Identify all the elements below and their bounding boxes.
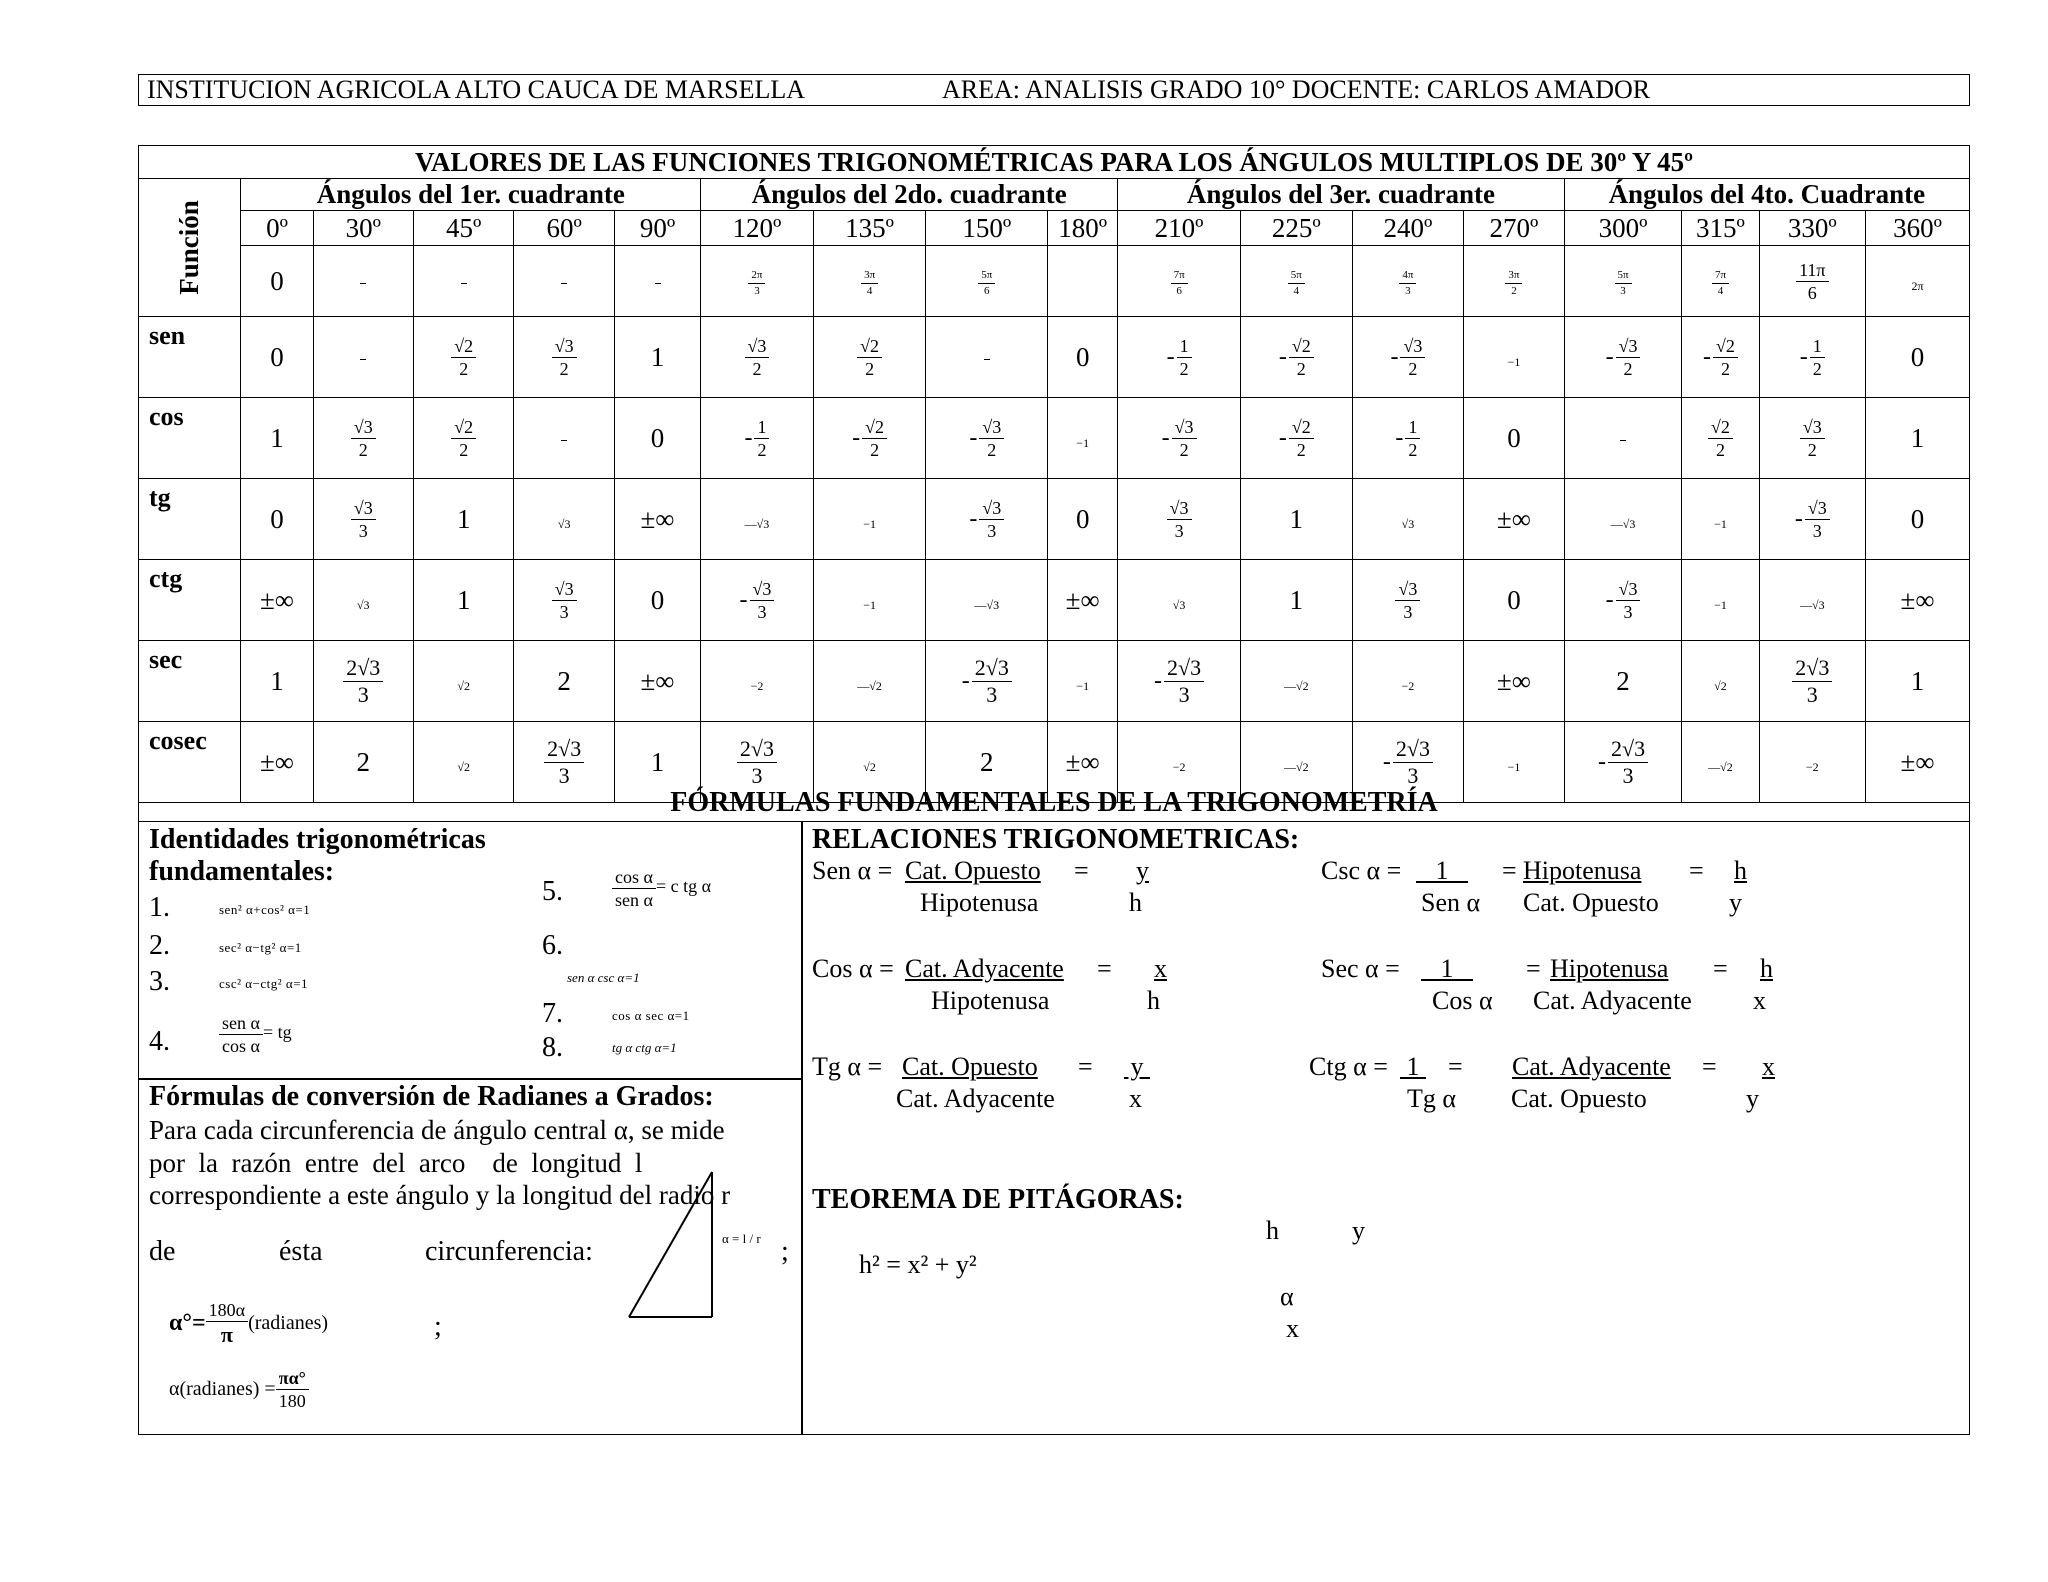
- value-cell: 2: [514, 641, 614, 722]
- value-cell: - $\frac{√3}{2}$: [1118, 398, 1241, 479]
- course-info: AREA: ANALISIS GRADO 10° DOCENTE: CARLOS AMADOR: [942, 75, 1651, 104]
- csc-denominator-2: Cat. Opuesto: [1523, 888, 1659, 917]
- value-cell: - $\frac{√3}{2}$: [1352, 317, 1464, 398]
- value-cell: 0: [1048, 479, 1118, 560]
- tg-denominator: Cat. Adyacente: [896, 1084, 1055, 1113]
- radian-cell: $\frac{7\pi}{4}$: [1682, 246, 1759, 317]
- value-cell: - $\frac{√2}{2}$: [1240, 317, 1352, 398]
- radians-row: [139, 246, 1970, 317]
- pythagoras-formula: h² = x² + y²: [859, 1250, 977, 1279]
- value-cell: 0: [1464, 398, 1564, 479]
- cos-h: h: [1147, 986, 1160, 1015]
- conversion-line-3: correspondiente a este ángulo y la longitud del radio r: [149, 1180, 731, 1210]
- degree-cell: 240º: [1352, 211, 1464, 246]
- value-cell: 0: [241, 317, 313, 398]
- conversion-line-4b: ésta: [279, 1236, 323, 1267]
- trig-values-table: [138, 145, 1970, 803]
- value-cell: −2: [1352, 641, 1464, 722]
- value-cell: $\frac{2√3}{3}$: [313, 641, 413, 722]
- value-cell: —√3: [701, 479, 814, 560]
- pythagoras-y: y: [1352, 1216, 1365, 1245]
- identity-number: 7.: [542, 998, 563, 1029]
- ctg-equals-2: =: [1702, 1052, 1717, 1081]
- identity-number: 6.: [542, 930, 563, 961]
- value-cell: $\frac{√2}{2}$: [413, 317, 513, 398]
- degree-cell: 90º: [614, 211, 700, 246]
- value-cell: 1: [413, 479, 513, 560]
- cos-numerator: Cat. Adyacente: [905, 954, 1064, 983]
- sen-h: h: [1129, 888, 1142, 917]
- value-cell: —√2: [1240, 722, 1352, 803]
- row-sen: [139, 317, 1970, 398]
- cos-label: Cos α =: [812, 954, 894, 983]
- conversion-line-4a: de: [149, 1236, 176, 1267]
- csc-denominator: Sen α: [1421, 888, 1481, 917]
- value-cell: —√3: [1759, 560, 1866, 641]
- value-cell: −1: [1048, 398, 1118, 479]
- value-cell: - $\frac{√3}{3}$: [1564, 560, 1682, 641]
- degree-cell: 180º: [1048, 211, 1118, 246]
- radian-cell: $\frac{11\pi}{6}$: [1759, 246, 1866, 317]
- cos-x: x: [1154, 954, 1167, 983]
- radian-cell: $\frac{5\pi}{4}$: [1240, 246, 1352, 317]
- value-cell: −1: [1682, 479, 1759, 560]
- value-cell: $\frac{2√3}{3}$: [1759, 641, 1866, 722]
- degree-cell: 30º: [313, 211, 413, 246]
- sec-equals-2: =: [1713, 954, 1728, 983]
- value-cell: $\frac{√3}{3}$: [313, 479, 413, 560]
- identities-box: [138, 821, 803, 1080]
- row-label: sen: [139, 317, 241, 398]
- value-cell: −2: [1118, 722, 1241, 803]
- sec-equals: =: [1526, 954, 1541, 983]
- value-cell: - $\frac{2√3}{3}$: [1352, 722, 1464, 803]
- ctg-numerator: 1: [1400, 1052, 1426, 1081]
- value-cell: ±∞: [614, 641, 700, 722]
- row-label: sec: [139, 641, 241, 722]
- value-cell: - $\frac{1}{2}$: [1118, 317, 1241, 398]
- value-cell: - $\frac{√3}{3}$: [701, 560, 814, 641]
- value-cell: - $\frac{√3}{3}$: [1759, 479, 1866, 560]
- value-cell: - $\frac{1}{2}$: [1759, 317, 1866, 398]
- value-cell: ±∞: [1048, 722, 1118, 803]
- radian-cell: [413, 246, 513, 317]
- identity-number: 5.: [542, 876, 563, 907]
- value-cell: 0: [614, 398, 700, 479]
- value-cell: $\frac{√3}{3}$: [1352, 560, 1464, 641]
- radian-cell: [614, 246, 700, 317]
- ctg-equals: =: [1448, 1052, 1463, 1081]
- identity-5: $\frac{\text{cos α}}{\text{sen α}}$ = c tg α: [612, 868, 711, 909]
- value-cell: √2: [1682, 641, 1759, 722]
- ctg-label: Ctg α =: [1309, 1052, 1388, 1081]
- formula-deg: α°= $\frac{180\alpha}{\pi}$ (radianes): [169, 1300, 329, 1347]
- sen-equals: =: [1074, 856, 1089, 885]
- value-cell: −1: [813, 479, 926, 560]
- pythagoras-title: TEOREMA DE PITÁGORAS:: [812, 1184, 1184, 1215]
- function-header: [139, 179, 241, 317]
- sen-numerator: Cat. Opuesto: [905, 856, 1041, 885]
- sec-denominator-2: Cat. Adyacente: [1533, 986, 1692, 1015]
- value-cell: ±∞: [241, 722, 313, 803]
- quadrant-2-header: Ángulos del 2do. cuadrante: [701, 179, 1118, 211]
- identity-4: $\frac{\text{sen α}}{\text{cos α}}$ = tg: [219, 1014, 292, 1055]
- value-cell: $\frac{2√3}{3}$: [701, 722, 814, 803]
- radian-cell: $\frac{4\pi}{3}$: [1352, 246, 1464, 317]
- quadrant-3-header: Ángulos del 3er. cuadrante: [1118, 179, 1564, 211]
- ctg-x: x: [1762, 1052, 1775, 1081]
- radian-cell: $\frac{2\pi}{3}$: [701, 246, 814, 317]
- value-cell: - $\frac{√3}{2}$: [926, 398, 1048, 479]
- row-label: cos: [139, 398, 241, 479]
- row-cos: [139, 398, 1970, 479]
- tg-label: Tg α =: [812, 1052, 883, 1081]
- degree-cell: 360º: [1866, 211, 1970, 246]
- relations-box: [801, 821, 1970, 1435]
- identity-number: 2.: [149, 930, 170, 961]
- row-label: cosec: [139, 722, 241, 803]
- semicolon: ;: [434, 1311, 442, 1342]
- value-cell: 1: [1866, 398, 1970, 479]
- value-cell: ±∞: [1866, 722, 1970, 803]
- value-cell: $\frac{√3}{3}$: [514, 560, 614, 641]
- sec-numerator: 1: [1421, 954, 1473, 983]
- value-cell: √3: [313, 560, 413, 641]
- radian-cell: [514, 246, 614, 317]
- row-label: tg: [139, 479, 241, 560]
- value-cell: —√2: [813, 641, 926, 722]
- identity-7: cos α sec α=1: [612, 1008, 690, 1023]
- value-cell: - $\frac{√3}{2}$: [1564, 317, 1682, 398]
- identity-number: 1.: [149, 892, 170, 923]
- value-cell: −1: [813, 560, 926, 641]
- value-cell: [1564, 398, 1682, 479]
- value-cell: —√3: [926, 560, 1048, 641]
- identity-number: 8.: [542, 1032, 563, 1063]
- row-sec: [139, 641, 1970, 722]
- relations-title: RELACIONES TRIGONOMETRICAS:: [812, 824, 1300, 855]
- csc-h: h: [1734, 856, 1747, 885]
- value-cell: 1: [614, 722, 700, 803]
- value-cell: - $\frac{2√3}{3}$: [926, 641, 1048, 722]
- document-header: [138, 74, 1970, 106]
- csc-equals-2: =: [1689, 856, 1704, 885]
- value-cell: −1: [1048, 641, 1118, 722]
- ctg-y: y: [1746, 1084, 1759, 1113]
- identities-title-1: Identidades trigonométricas: [149, 824, 486, 855]
- degree-cell: 210º: [1118, 211, 1241, 246]
- value-cell: $\frac{√3}{2}$: [1759, 398, 1866, 479]
- value-cell: - $\frac{√2}{2}$: [813, 398, 926, 479]
- degree-cell: 270º: [1464, 211, 1564, 246]
- sec-denominator: Cos α: [1432, 986, 1493, 1015]
- value-cell: ±∞: [241, 560, 313, 641]
- value-cell: 1: [241, 398, 313, 479]
- row-ctg: [139, 560, 1970, 641]
- value-cell: $\frac{√2}{2}$: [413, 398, 513, 479]
- radian-cell: 2π: [1866, 246, 1970, 317]
- degree-cell: 120º: [701, 211, 814, 246]
- value-cell: —√2: [1240, 641, 1352, 722]
- value-cell: —√3: [1564, 479, 1682, 560]
- csc-label: Csc α =: [1321, 856, 1402, 885]
- table-title: VALORES DE LAS FUNCIONES TRIGONOMÉTRICAS PARA LOS ÁNGULOS MULTIPLOS DE 30º Y 45º: [139, 146, 1970, 179]
- sen-label: Sen α =: [812, 856, 893, 885]
- value-cell: −2: [1759, 722, 1866, 803]
- identity-6: sen α csc α=1: [567, 970, 640, 985]
- value-cell: 0: [614, 560, 700, 641]
- degrees-row: [139, 211, 1970, 246]
- radian-cell: [313, 246, 413, 317]
- row-label: ctg: [139, 560, 241, 641]
- value-cell: 0: [1866, 479, 1970, 560]
- identity-number: 4.: [149, 1026, 170, 1057]
- value-cell: ±∞: [1464, 641, 1564, 722]
- sec-label: Sec α =: [1321, 954, 1400, 983]
- sec-h: h: [1760, 954, 1773, 983]
- tg-equals: =: [1078, 1052, 1093, 1081]
- pythagoras-h: h: [1266, 1216, 1279, 1245]
- conversion-title: Fórmulas de conversión de Radianes a Grados:: [149, 1081, 714, 1112]
- degree-cell: 0º: [241, 211, 313, 246]
- value-cell: - $\frac{1}{2}$: [701, 398, 814, 479]
- radian-cell: $\frac{7\pi}{6}$: [1118, 246, 1241, 317]
- value-cell: [514, 398, 614, 479]
- value-cell: −1: [1464, 722, 1564, 803]
- value-cell: √2: [813, 722, 926, 803]
- tg-y: y: [1124, 1052, 1150, 1081]
- value-cell: ±∞: [1866, 560, 1970, 641]
- degree-cell: 45º: [413, 211, 513, 246]
- value-cell: ±∞: [614, 479, 700, 560]
- value-cell: $\frac{√3}{3}$: [1118, 479, 1241, 560]
- value-cell: ±∞: [1464, 479, 1564, 560]
- ctg-denominator: Tg α: [1407, 1084, 1457, 1113]
- value-cell: $\frac{√2}{2}$: [813, 317, 926, 398]
- value-cell: −1: [1682, 560, 1759, 641]
- value-cell: [313, 317, 413, 398]
- conversion-line-2: por la razón entre del arco de longitud l: [149, 1148, 643, 1178]
- value-cell: 2: [926, 722, 1048, 803]
- radian-cell: $\frac{5\pi}{6}$: [926, 246, 1048, 317]
- semicolon: ;: [781, 1236, 789, 1267]
- value-cell: $\frac{√3}{2}$: [514, 317, 614, 398]
- identity-3: csc² α−ctg² α=1: [219, 976, 309, 991]
- value-cell: 1: [413, 560, 513, 641]
- sen-denominator: Hipotenusa: [920, 888, 1039, 917]
- value-cell: √3: [1352, 479, 1464, 560]
- csc-numerator: 1: [1416, 856, 1468, 885]
- degree-cell: 135º: [813, 211, 926, 246]
- value-cell: $\frac{2√3}{3}$: [514, 722, 614, 803]
- value-cell: 0: [1866, 317, 1970, 398]
- value-cell: √3: [1118, 560, 1241, 641]
- value-cell: [926, 317, 1048, 398]
- value-cell: 2: [313, 722, 413, 803]
- tg-numerator: Cat. Opuesto: [902, 1052, 1038, 1081]
- identity-1: sen² α+cos² α=1: [219, 902, 311, 917]
- csc-y: y: [1729, 888, 1742, 917]
- value-cell: - $\frac{√2}{2}$: [1240, 398, 1352, 479]
- degree-cell: 150º: [926, 211, 1048, 246]
- value-cell: √3: [514, 479, 614, 560]
- value-cell: 1: [1240, 479, 1352, 560]
- conversion-line-4c: circunferencia:: [425, 1236, 593, 1267]
- pythagoras-x: x: [1286, 1314, 1299, 1343]
- identity-number: 3.: [149, 966, 170, 997]
- alpha-eq-label: α = l / r: [722, 1231, 761, 1246]
- degree-cell: 225º: [1240, 211, 1352, 246]
- sec-hyp: Hipotenusa: [1550, 954, 1669, 983]
- sen-y: y: [1136, 856, 1149, 885]
- value-cell: ±∞: [1048, 560, 1118, 641]
- institution-name: INSTITUCION AGRICOLA ALTO CAUCA DE MARSELLA: [147, 75, 805, 104]
- degree-cell: 330º: [1759, 211, 1866, 246]
- value-cell: - $\frac{1}{2}$: [1352, 398, 1464, 479]
- value-cell: 1: [1240, 560, 1352, 641]
- value-cell: −1: [1464, 317, 1564, 398]
- identities-title-2: fundamentales:: [149, 856, 335, 887]
- tg-x: x: [1129, 1084, 1142, 1113]
- radian-cell: $\frac{3\pi}{4}$: [813, 246, 926, 317]
- value-cell: √2: [413, 641, 513, 722]
- function-label: Función: [174, 200, 205, 295]
- identity-2: sec² α−tg² α=1: [219, 940, 302, 955]
- ctg-adj: Cat. Adyacente: [1512, 1052, 1671, 1081]
- formulas-title: FÓRMULAS FUNDAMENTALES DE LA TRIGONOMETRÍA: [138, 786, 1970, 822]
- ctg-denominator-2: Cat. Opuesto: [1511, 1084, 1647, 1113]
- value-cell: - $\frac{2√3}{3}$: [1118, 641, 1241, 722]
- quadrant-4-header: Ángulos del 4to. Cuadrante: [1564, 179, 1969, 211]
- csc-equals: =: [1502, 856, 1517, 885]
- cos-equals: =: [1097, 954, 1112, 983]
- row-tg: [139, 479, 1970, 560]
- conversion-box: [138, 1078, 803, 1435]
- value-cell: $\frac{√2}{2}$: [1682, 398, 1759, 479]
- identity-8: tg α ctg α=1: [612, 1040, 677, 1055]
- value-cell: $\frac{√3}{2}$: [313, 398, 413, 479]
- csc-hyp: Hipotenusa: [1523, 856, 1642, 885]
- radian-cell: $\frac{3\pi}{2}$: [1464, 246, 1564, 317]
- value-cell: 2: [1564, 641, 1682, 722]
- radian-cell: [1048, 246, 1118, 317]
- value-cell: 0: [241, 479, 313, 560]
- value-cell: 0: [1048, 317, 1118, 398]
- value-cell: 0: [1464, 560, 1564, 641]
- formula-rad: α(radianes) = $\frac{\pi\alpha^\circ}{180}$: [169, 1369, 309, 1410]
- degree-cell: 60º: [514, 211, 614, 246]
- quadrant-1-header: Ángulos del 1er. cuadrante: [241, 179, 701, 211]
- value-cell: - $\frac{√2}{2}$: [1682, 317, 1759, 398]
- value-cell: —√2: [1682, 722, 1759, 803]
- value-cell: $\frac{√3}{2}$: [701, 317, 814, 398]
- value-cell: √2: [413, 722, 513, 803]
- sec-x: x: [1753, 986, 1766, 1015]
- radian-cell: $\frac{5\pi}{3}$: [1564, 246, 1682, 317]
- value-cell: 1: [614, 317, 700, 398]
- value-cell: 1: [1866, 641, 1970, 722]
- value-cell: - $\frac{√3}{3}$: [926, 479, 1048, 560]
- degree-cell: 300º: [1564, 211, 1682, 246]
- value-cell: −2: [701, 641, 814, 722]
- conversion-line-1: Para cada circunferencia de ángulo central α, se mide: [149, 1115, 725, 1145]
- degree-cell: 315º: [1682, 211, 1759, 246]
- pythagoras-alpha: α: [1280, 1282, 1294, 1311]
- radian-cell: 0: [241, 246, 313, 317]
- value-cell: - $\frac{2√3}{3}$: [1564, 722, 1682, 803]
- value-cell: 1: [241, 641, 313, 722]
- cos-denominator: Hipotenusa: [931, 986, 1050, 1015]
- radian-triangle-diagram: [619, 1167, 759, 1327]
